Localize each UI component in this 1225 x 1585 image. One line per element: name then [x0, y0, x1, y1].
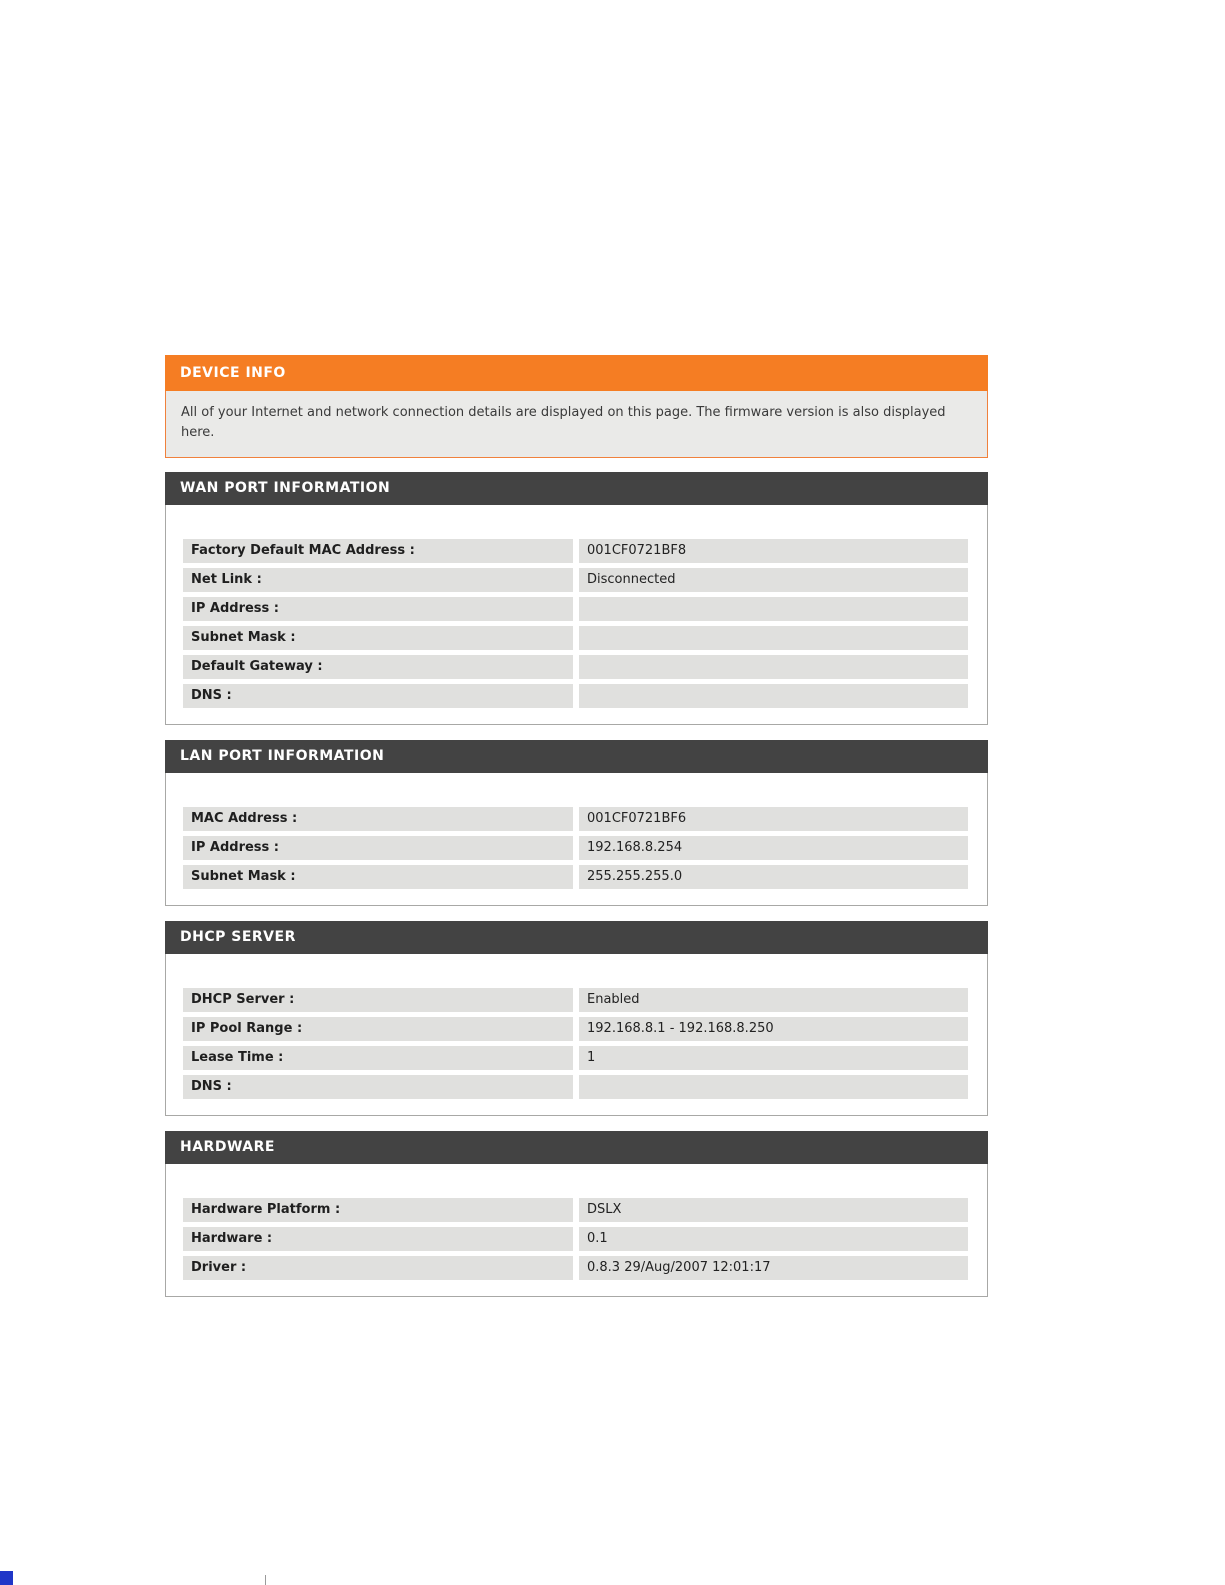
info-row	[183, 1075, 968, 1099]
device-info-description: All of your Internet and network connection details are displayed on this page. The firmware version is also displayed here.	[165, 391, 988, 458]
row-label: Lease Time :	[183, 1046, 573, 1070]
row-value	[579, 626, 968, 650]
bottom-left-cutoff-icon	[0, 1571, 13, 1585]
section-panel	[165, 954, 988, 1116]
row-value	[579, 1075, 968, 1099]
section-title: LAN PORT INFORMATION	[165, 740, 988, 773]
section-panel	[165, 505, 988, 725]
section-title: DHCP SERVER	[165, 921, 988, 954]
row-label: IP Pool Range :	[183, 1017, 573, 1041]
row-label: Default Gateway :	[183, 655, 573, 679]
info-section	[165, 740, 988, 906]
row-label: MAC Address :	[183, 807, 573, 831]
row-value	[579, 655, 968, 679]
row-label: Factory Default MAC Address :	[183, 539, 573, 563]
row-label: DNS :	[183, 684, 573, 708]
row-value: 192.168.8.254	[579, 836, 968, 860]
device-info-page	[165, 355, 988, 1312]
info-section	[165, 1131, 988, 1297]
section-title: HARDWARE	[165, 1131, 988, 1164]
info-section	[165, 921, 988, 1116]
row-value: DSLX	[579, 1198, 968, 1222]
info-row	[183, 1198, 968, 1222]
section-panel	[165, 773, 988, 906]
info-row	[183, 807, 968, 831]
bottom-edge-line	[265, 1575, 266, 1585]
info-row	[183, 568, 968, 592]
row-value	[579, 684, 968, 708]
info-row	[183, 865, 968, 889]
row-label: Hardware :	[183, 1227, 573, 1251]
row-value: 001CF0721BF8	[579, 539, 968, 563]
row-value: 0.1	[579, 1227, 968, 1251]
row-label: Subnet Mask :	[183, 626, 573, 650]
row-value: Disconnected	[579, 568, 968, 592]
info-row	[183, 1046, 968, 1070]
row-value: Enabled	[579, 988, 968, 1012]
row-value: 255.255.255.0	[579, 865, 968, 889]
info-row	[183, 597, 968, 621]
row-label: IP Address :	[183, 836, 573, 860]
device-info-title-bar: DEVICE INFO	[165, 355, 988, 391]
sections	[165, 472, 988, 1297]
row-value	[579, 597, 968, 621]
section-rows	[183, 807, 968, 889]
info-row	[183, 655, 968, 679]
section-panel	[165, 1164, 988, 1297]
row-label: Driver :	[183, 1256, 573, 1280]
info-section	[165, 472, 988, 725]
info-row	[183, 626, 968, 650]
section-rows	[183, 539, 968, 708]
row-label: Net Link :	[183, 568, 573, 592]
info-row	[183, 988, 968, 1012]
info-row	[183, 1227, 968, 1251]
row-label: IP Address :	[183, 597, 573, 621]
info-row	[183, 836, 968, 860]
row-label: Hardware Platform :	[183, 1198, 573, 1222]
row-value: 001CF0721BF6	[579, 807, 968, 831]
row-label: Subnet Mask :	[183, 865, 573, 889]
section-rows	[183, 1198, 968, 1280]
row-label: DHCP Server :	[183, 988, 573, 1012]
row-value: 0.8.3 29/Aug/2007 12:01:17	[579, 1256, 968, 1280]
info-row	[183, 1017, 968, 1041]
info-row	[183, 1256, 968, 1280]
row-label: DNS :	[183, 1075, 573, 1099]
section-title: WAN PORT INFORMATION	[165, 472, 988, 505]
section-rows	[183, 988, 968, 1099]
info-row	[183, 684, 968, 708]
row-value: 1	[579, 1046, 968, 1070]
row-value: 192.168.8.1 - 192.168.8.250	[579, 1017, 968, 1041]
info-row	[183, 539, 968, 563]
